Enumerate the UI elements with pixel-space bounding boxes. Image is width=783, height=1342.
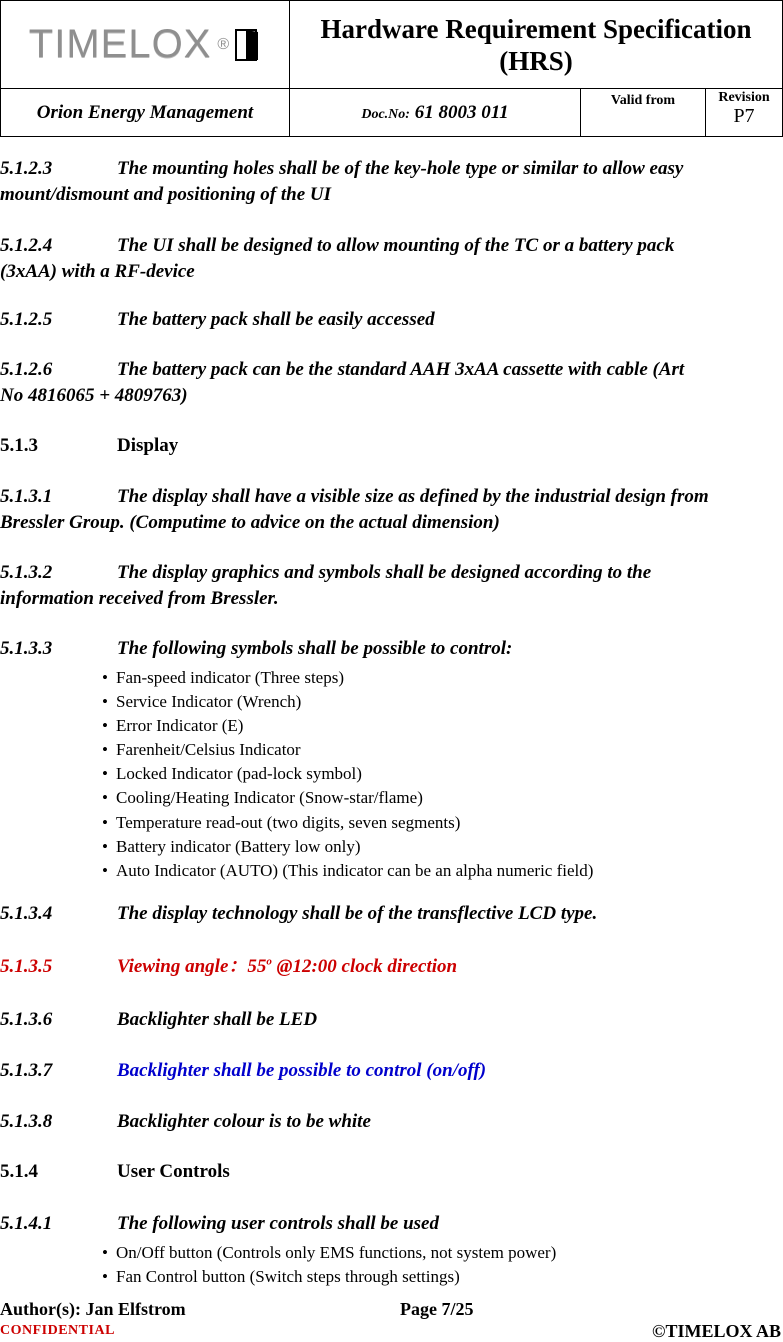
document-header	[0, 0, 783, 135]
revision-value: P7	[733, 105, 755, 127]
list-item: • Service Indicator (Wrench)	[102, 690, 593, 714]
section-heading: Display	[117, 435, 179, 456]
degree-superscript: o	[266, 955, 272, 968]
section-5-1-3-3	[0, 636, 783, 662]
copyright: ©TIMELOX AB	[652, 1321, 781, 1341]
revision-label: Revision	[718, 90, 770, 105]
author: Author(s): Jan Elfstrom	[0, 1299, 186, 1319]
company-name: Orion Energy Management	[1, 89, 290, 137]
section-number: 5.1.4.1	[0, 1213, 53, 1234]
section-5-1-3-8	[0, 1109, 783, 1135]
controls-list	[102, 1241, 556, 1289]
list-item: • Temperature read-out (two digits, seven segments)	[102, 811, 593, 835]
title-line-2: (HRS)	[499, 45, 573, 76]
list-item: • Fan-speed indicator (Three steps)	[102, 666, 593, 690]
registered-mark: ®	[217, 35, 230, 53]
list-item: • On/Off button (Controls only EMS functions, not system power)	[102, 1241, 556, 1265]
section-text: The battery pack can be the standard AAH 3xAA cassette with cable (Art	[117, 359, 685, 380]
section-number: 5.1.3.4	[0, 903, 53, 924]
section-5-1-2-6	[0, 357, 783, 409]
section-number: 5.1.3.2	[0, 562, 53, 583]
section-text-after: @12:00 clock direction	[271, 956, 458, 977]
list-item: • Fan Control button (Switch steps through settings)	[102, 1265, 556, 1289]
title-line-1: Hardware Requirement Specification	[320, 13, 752, 44]
section-5-1-4-1	[0, 1211, 783, 1237]
section-number: 5.1.3.3	[0, 638, 53, 659]
section-number: 5.1.3.8	[0, 1111, 53, 1132]
section-text: The display technology shall be of the transflective LCD type.	[117, 903, 598, 924]
section-text-cont: No 4816065 + 4809763)	[0, 385, 188, 406]
list-item: • Auto Indicator (AUTO) (This indicator can be an alpha numeric field)	[102, 859, 593, 883]
door-icon	[235, 28, 261, 62]
section-number: 5.1.2.6	[0, 359, 53, 380]
revision	[706, 89, 783, 137]
document-title	[290, 1, 783, 89]
list-item: • Locked Indicator (pad-lock symbol)	[102, 762, 593, 786]
doc-number	[290, 89, 581, 137]
section-5-1-2-3	[0, 156, 783, 208]
page-number: Page 7/25	[400, 1299, 474, 1319]
section-5-1-3-5	[0, 954, 783, 980]
section-number: 5.1.3.1	[0, 486, 53, 507]
document-footer	[0, 1297, 783, 1341]
section-5-1-2-5	[0, 307, 783, 333]
section-5-1-2-4	[0, 233, 783, 285]
list-item: • Farenheit/Celsius Indicator	[102, 738, 593, 762]
section-text: The battery pack shall be easily accessed	[117, 309, 435, 330]
section-5-1-3-heading	[0, 433, 783, 459]
section-number: 5.1.3.6	[0, 1009, 53, 1030]
section-number: 5.1.2.4	[0, 235, 53, 256]
section-text-cont: (3xAA) with a RF-device	[0, 261, 195, 282]
list-item: • Battery indicator (Battery low only)	[102, 835, 593, 859]
section-text-cont: Bressler Group. (Computime to advice on the actual dimension)	[0, 512, 500, 533]
list-item: • Error Indicator (E)	[102, 714, 593, 738]
section-text: Backlighter colour is to be white	[117, 1111, 371, 1132]
section-5-1-3-6	[0, 1007, 783, 1033]
section-number: 5.1.3.7	[0, 1060, 53, 1081]
section-text: Backlighter shall be possible to control (on/off)	[117, 1060, 487, 1081]
header-table	[0, 0, 783, 137]
section-5-1-3-2	[0, 560, 783, 612]
section-5-1-4-heading	[0, 1159, 783, 1185]
section-text: The following symbols shall be possible to control:	[117, 638, 513, 659]
confidential-label: CONFIDENTIAL	[0, 1323, 115, 1338]
section-heading: User Controls	[117, 1161, 230, 1182]
section-5-1-3-1	[0, 484, 783, 536]
section-text: The following user controls shall be used	[117, 1213, 439, 1234]
doc-number-label: Doc.No:	[361, 106, 410, 122]
logo-text: TIMELOX	[28, 22, 212, 66]
section-text-cont: information received from Bressler.	[0, 588, 279, 609]
timelox-logo	[29, 22, 261, 67]
symbols-list	[102, 666, 593, 883]
section-text: The UI shall be designed to allow mounting of the TC or a battery pack	[117, 235, 675, 256]
section-number: 5.1.3.5	[0, 956, 53, 977]
section-text: The display graphics and symbols shall be designed according to the	[117, 562, 652, 583]
section-text: Backlighter shall be LED	[117, 1009, 318, 1030]
doc-number-value: 61 8003 011	[414, 101, 509, 123]
section-number: 5.1.2.3	[0, 158, 53, 179]
section-number: 5.1.4	[0, 1161, 38, 1182]
section-number: 5.1.2.5	[0, 309, 53, 330]
section-number: 5.1.3	[0, 435, 38, 456]
section-5-1-3-7	[0, 1058, 783, 1084]
section-text: The mounting holes shall be of the key-hole type or similar to allow easy	[117, 158, 684, 179]
section-text-cont: mount/dismount and positioning of the UI	[0, 184, 332, 205]
section-text: Viewing angle：55	[117, 956, 267, 977]
logo-cell	[1, 1, 290, 89]
valid-from: Valid from	[581, 89, 706, 137]
section-text: The display shall have a visible size as defined by the industrial design from	[117, 486, 709, 507]
section-5-1-3-4	[0, 901, 783, 927]
list-item: • Cooling/Heating Indicator (Snow-star/flame)	[102, 786, 593, 810]
